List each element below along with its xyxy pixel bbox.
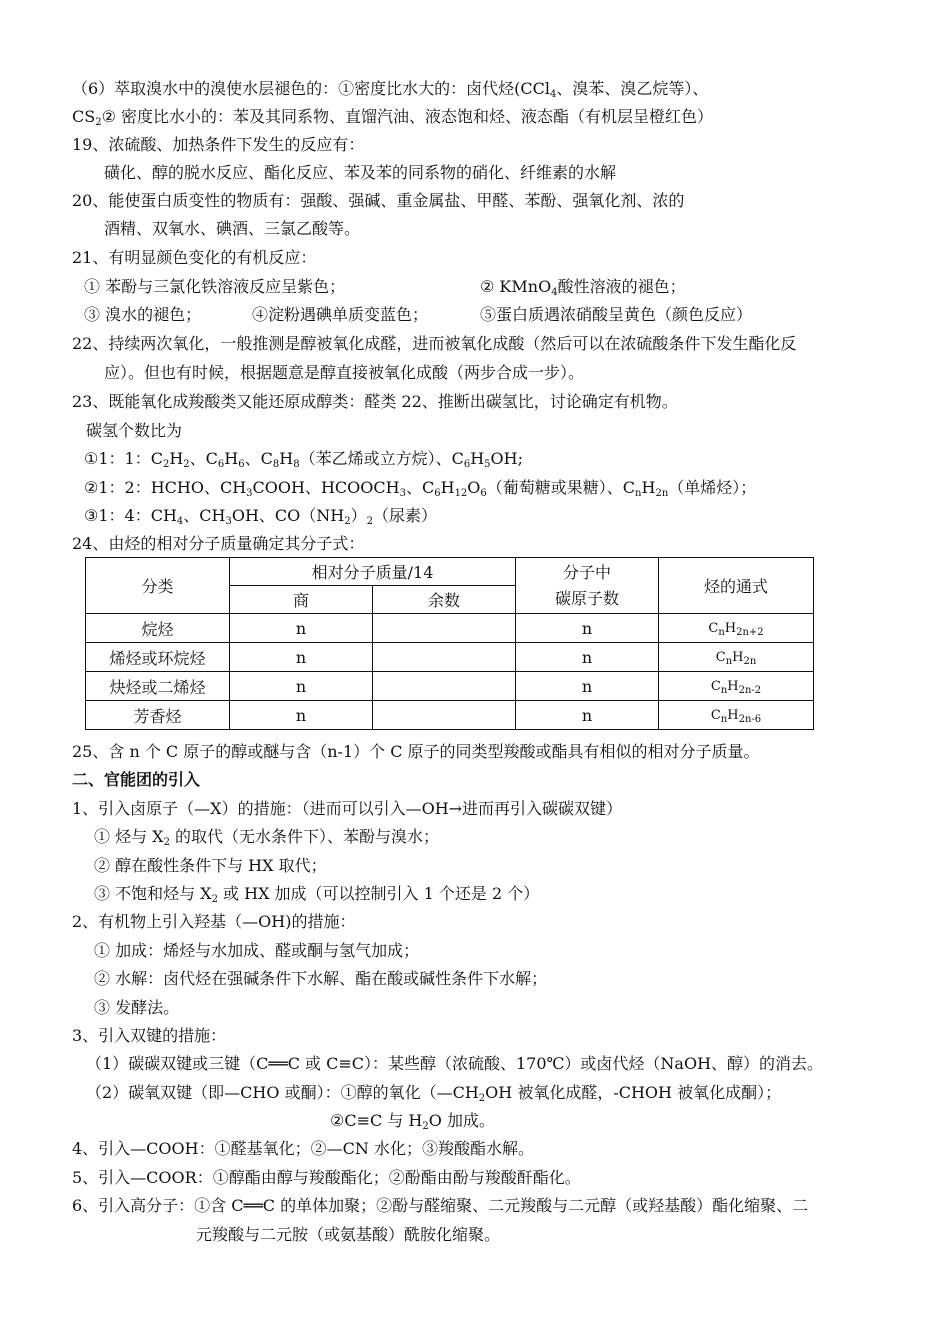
text-line: 22、持续两次氧化，一般推测是醇被氧化成醛，进而被氧化成酸（然后可以在浓硫酸条件下发生酯化反 bbox=[72, 334, 797, 353]
header-carbon-line2: 碳原子数 bbox=[555, 588, 620, 608]
header-carbon-line1: 分子中 bbox=[563, 562, 612, 582]
text-line: ③1：4：$CH_4$、$CH_3OH$、$CO(NH_2)_2$（尿素） bbox=[84, 506, 438, 527]
header-formula: 烃的通式 bbox=[659, 558, 814, 614]
text-line: 碳氢个数比为 bbox=[86, 421, 183, 440]
text-line: ① 苯酚与三氯化铁溶液反应呈紫色； bbox=[84, 277, 346, 296]
cell-category: 烯烃或环烷烃 bbox=[86, 643, 230, 672]
text-line: ④淀粉遇碘单质变蓝色； bbox=[252, 305, 429, 324]
text-line: 25、含 n 个 C 原子的醇或醚与含（n-1）个 C 原子的同类型羧酸或酯具有相似的相对分子质量。 bbox=[72, 742, 760, 761]
cell-carbon: n bbox=[516, 643, 659, 672]
cell-remainder bbox=[373, 643, 516, 672]
cell-quotient: n bbox=[230, 643, 373, 672]
text-line: ③ 发酵法。 bbox=[94, 998, 180, 1017]
cell-carbon: n bbox=[516, 701, 659, 730]
text-line: ⑤蛋白质遇浓硝酸呈黄色（颜色反应） bbox=[480, 305, 753, 324]
text-line: ②1：2：HCHO、$CH_3COOH$、$HCOOCH_3$、$C_6H_{12}O_6$（葡萄糖或果糖）、$C_nH_{2n}$（单烯烃）； bbox=[84, 478, 757, 499]
text-line: 磺化、醇的脱水反应、酯化反应、苯及苯的同系物的硝化、纤维素的水解 bbox=[104, 163, 617, 182]
text-line: 4、引入—COOH：①醛基氧化；②—CN 水化；③羧酸酯水解。 bbox=[72, 1139, 534, 1158]
text-line: 6、引入高分子：①含 C══C 的单体加聚；②酚与醛缩聚、二元羧酸与二元醇（或羟基酸）酯化缩聚、二 bbox=[72, 1196, 809, 1215]
text-line: ① 烃与 $X_2$ 的取代（无水条件下）、苯酚与溴水； bbox=[94, 827, 440, 848]
cell-remainder bbox=[373, 614, 516, 643]
text-line: ③ 不饱和烃与 $X_2$ 或 HX 加成（可以控制引入 1 个还是 2 个） bbox=[94, 884, 540, 905]
text-line: 1、引入卤原子（—X）的措施：（进而可以引入—OH→进而再引入碳碳双键） bbox=[72, 799, 623, 818]
text-line: 元羧酸与二元胺（或氨基酸）酰胺化缩聚。 bbox=[196, 1225, 501, 1244]
section-heading: 二、官能团的引入 bbox=[72, 770, 201, 789]
text-line: ①1：1：$C_2H_2$、$C_6H_6$、$C_8H_8$（苯乙烯或立方烷）、$C_6H_5OH$; bbox=[84, 449, 523, 470]
text-line: ②C≡C 与 $H_2O$ 加成。 bbox=[330, 1111, 495, 1132]
header-remainder: 余数 bbox=[373, 586, 516, 614]
cell-remainder bbox=[373, 701, 516, 730]
text-line: ② KMnO$_4$酸性溶液的褪色； bbox=[480, 277, 686, 298]
cell-formula: $C_nH_{2n+2}$ bbox=[659, 614, 814, 643]
text-line: 2、有机物上引入羟基（—OH)的措施： bbox=[72, 912, 356, 931]
text-line: （6）萃取溴水中的溴使水层褪色的：①密度比水大的：卤代烃(CCl$_4$、溴苯、溴乙烷等）、 bbox=[72, 79, 709, 100]
table-row bbox=[86, 614, 814, 643]
text-line: （2）碳氧双键（即—CHO 或酮）：①醇的氧化（$—CH_2OH$ 被氧化成醛，-CHOH 被氧化成酮）； bbox=[86, 1083, 782, 1104]
cell-category: 芳香烃 bbox=[86, 701, 230, 730]
text-line: 5、引入—COOR：①醇酯由醇与羧酸酯化；②酚酯由酚与羧酸酐酯化。 bbox=[72, 1168, 581, 1187]
text-line: 20、能使蛋白质变性的物质有：强酸、强碱、重金属盐、甲醛、苯酚、强氧化剂、浓的 bbox=[72, 191, 685, 210]
cell-carbon: n bbox=[516, 672, 659, 701]
cell-formula: $C_nH_{2n}$ bbox=[659, 643, 814, 672]
cell-remainder bbox=[373, 672, 516, 701]
text-line: ① 加成：烯烃与水加成、醛或酮与氢气加成； bbox=[94, 941, 420, 960]
cell-quotient: n bbox=[230, 701, 373, 730]
cell-carbon: n bbox=[516, 614, 659, 643]
table-row bbox=[86, 672, 814, 701]
header-category: 分类 bbox=[86, 558, 230, 614]
text-line: ③ 溴水的褪色； bbox=[84, 305, 202, 324]
text-line: 21、有明显颜色变化的有机反应： bbox=[72, 248, 317, 267]
text-line: 3、引入双键的措施： bbox=[72, 1026, 227, 1045]
text-line: ② 醇在酸性条件下与 HX 取代； bbox=[94, 856, 327, 875]
cell-category: 烷烃 bbox=[86, 614, 230, 643]
text-line: 19、浓硫酸、加热条件下发生的反应有： bbox=[72, 135, 365, 154]
cell-formula: $C_nH_{2n-6}$ bbox=[659, 701, 814, 730]
table-row bbox=[86, 643, 814, 672]
text-line: 23、既能氧化成羧酸类又能还原成醇类：醛类 22、推断出碳氢比，讨论确定有机物。 bbox=[72, 392, 678, 411]
text-line: 酒精、双氧水、碘酒、三氯乙酸等。 bbox=[104, 219, 361, 238]
text-line: （1）碳碳双键或三键（C══C 或 C≡C）：某些醇（浓硫酸、170℃）或卤代烃（NaOH、醇）的消去。 bbox=[86, 1054, 824, 1073]
cell-category: 炔烃或二烯烃 bbox=[86, 672, 230, 701]
text-line: ② 水解：卤代烃在强碱条件下水解、酯在酸或碱性条件下水解； bbox=[94, 969, 548, 988]
cell-quotient: n bbox=[230, 614, 373, 643]
text-line: $CS_2②$ 密度比水小的：苯及其同系物、直馏汽油、液态饱和烃、液态酯（有机层呈橙红色） bbox=[72, 107, 714, 128]
header-quotient: 商 bbox=[230, 586, 373, 614]
header-mass-group: 相对分子质量/14 bbox=[230, 558, 516, 586]
text-line: 应）。但也有时候，根据题意是醇直接被氧化成酸（两步合成一步）。 bbox=[104, 363, 585, 382]
header-carbon bbox=[516, 558, 659, 614]
table-row bbox=[86, 701, 814, 730]
cell-formula: $C_nH_{2n-2}$ bbox=[659, 672, 814, 701]
hydrocarbon-formula-table bbox=[85, 557, 814, 730]
text-line: 24、由烃的相对分子质量确定其分子式： bbox=[72, 534, 365, 553]
cell-quotient: n bbox=[230, 672, 373, 701]
